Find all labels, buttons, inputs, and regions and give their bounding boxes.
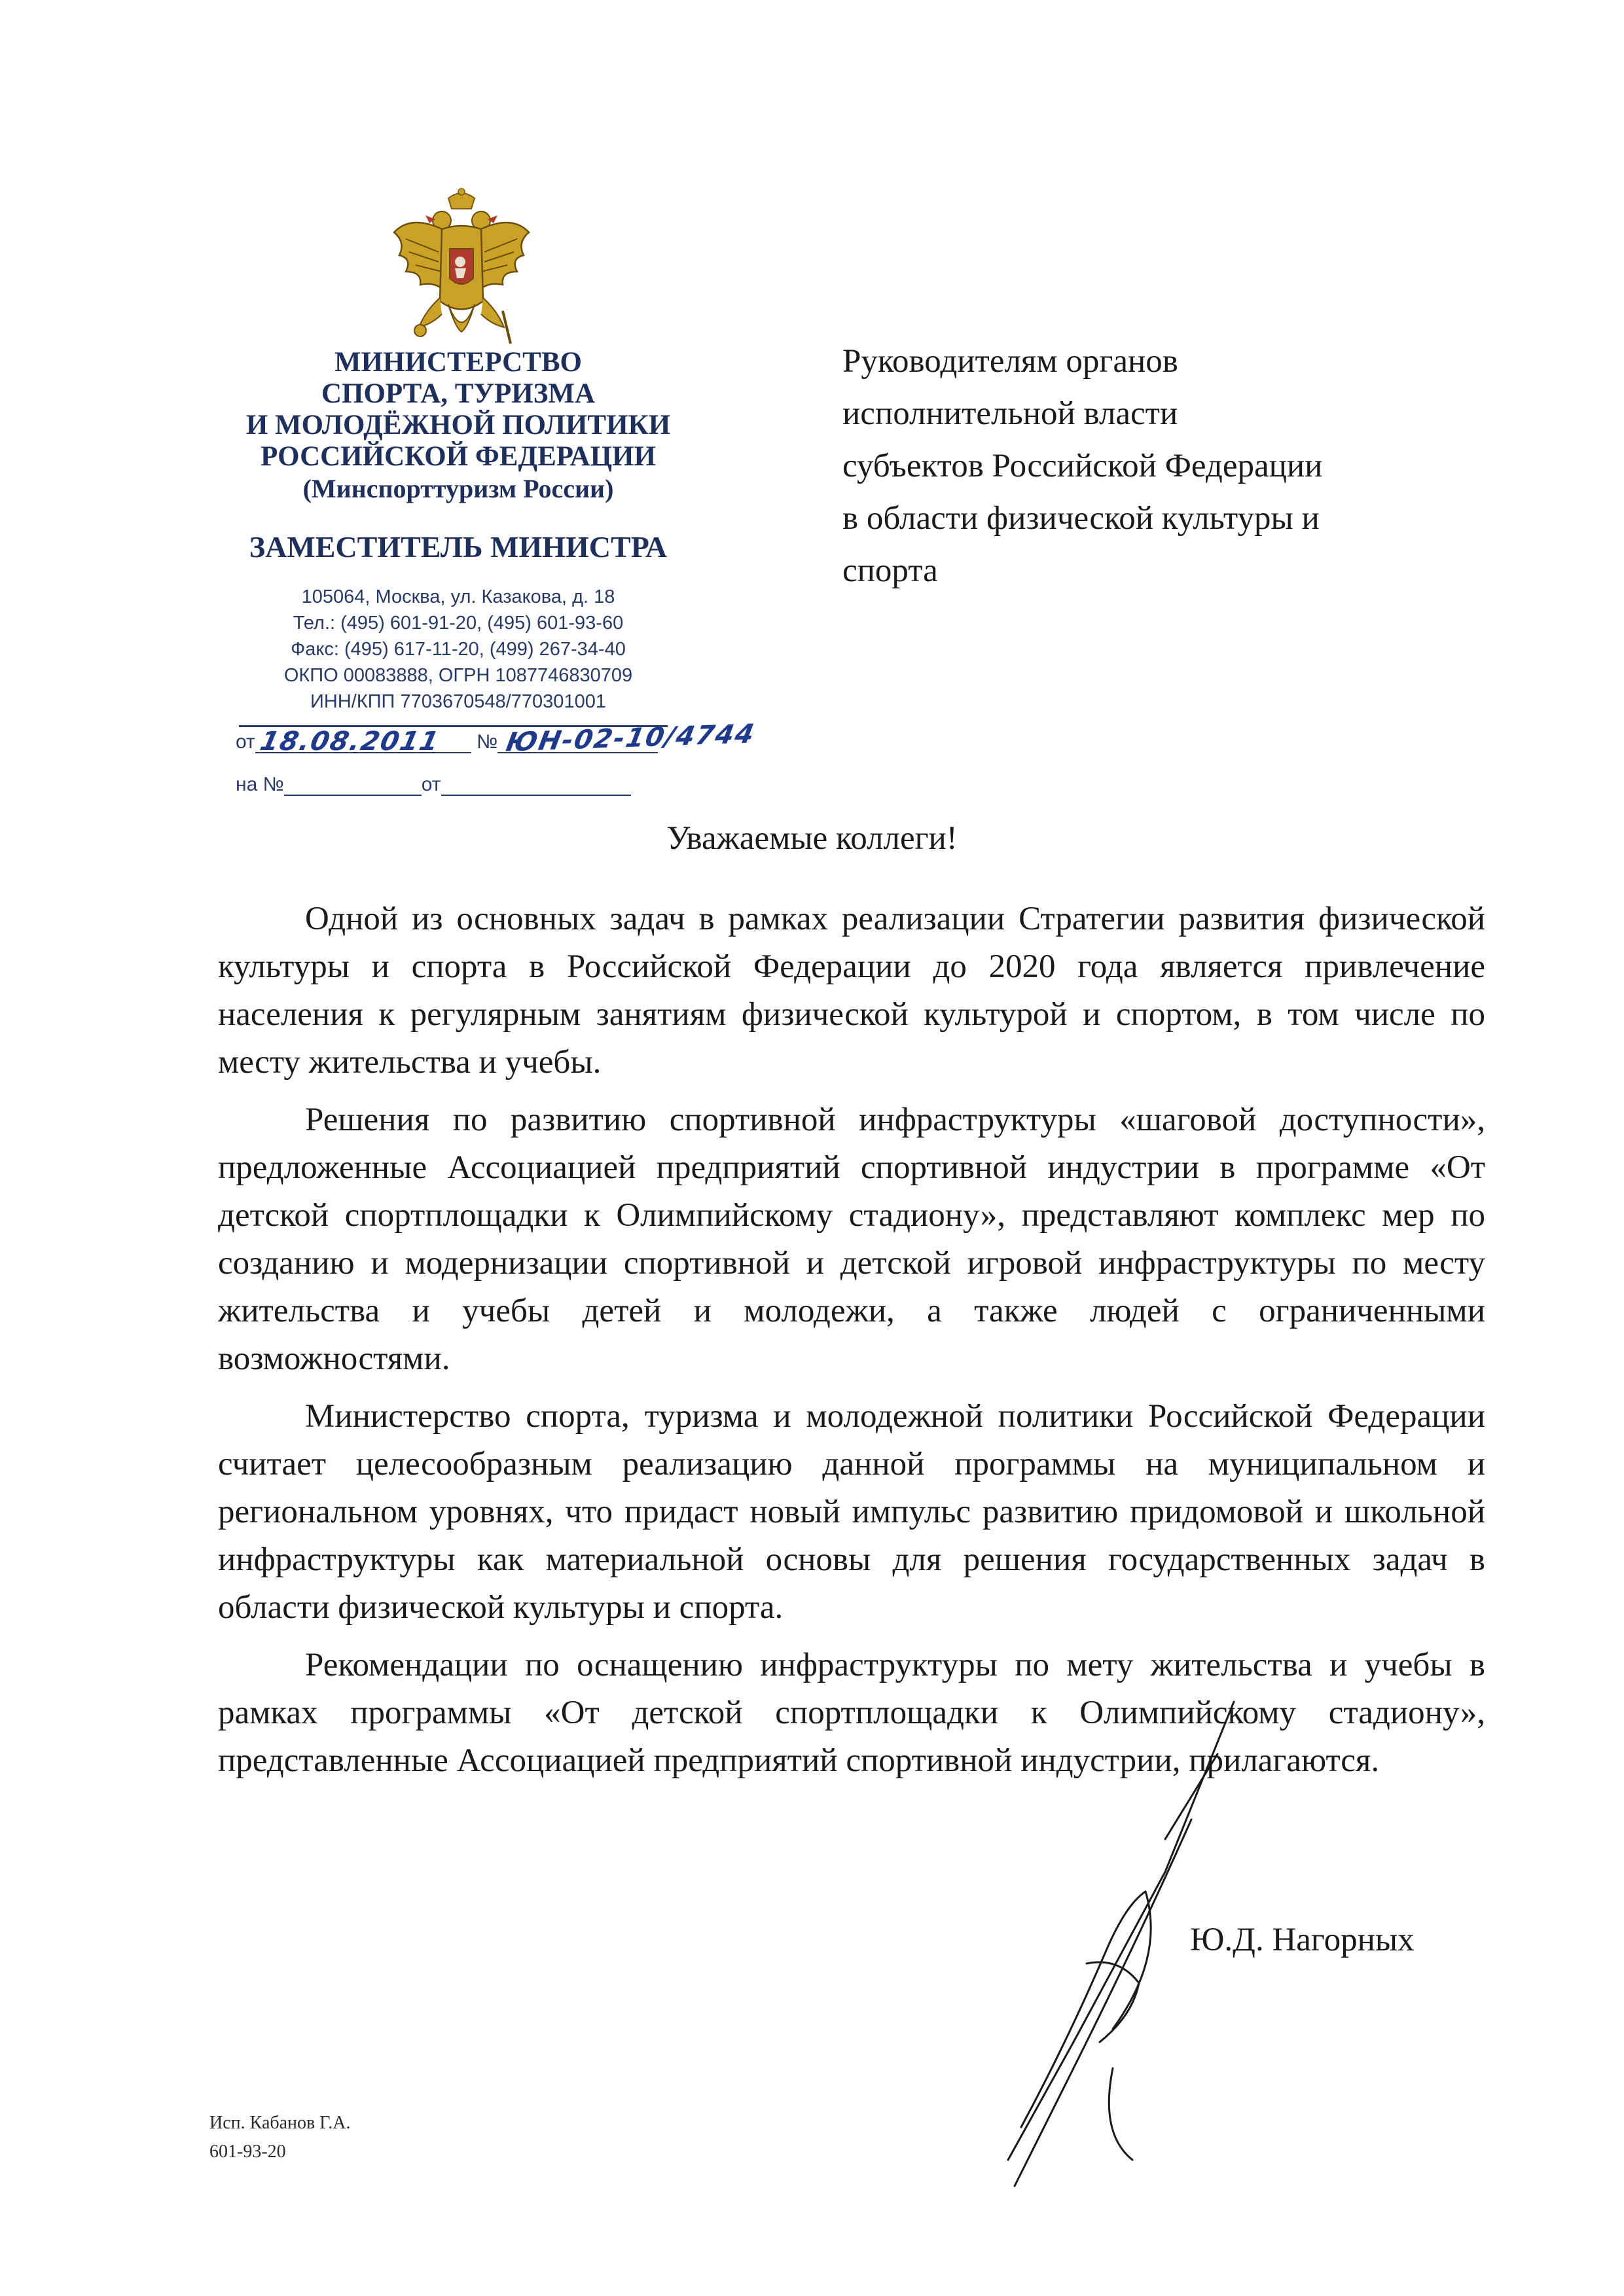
salutation: Уважаемые коллеги! [666, 820, 958, 857]
handwritten-number: ЮН-02-10/4744 [503, 719, 758, 758]
body-paragraph: Одной из основных задач в рамках реализации Стратегии развития физической культуры и спорта в Российской Федерации до 2020 года является привлечение населения к регулярным занятиям физической культурой и спортом, в том числе по месту жительства и учебы. [218, 901, 1485, 1081]
coat-of-arms-emblem [386, 187, 537, 350]
reply-date-blank [441, 772, 631, 796]
addressee-line: Руководителям органов [842, 343, 1178, 380]
ministry-line: РОССИЙСКОЙ ФЕДЕРАЦИИ [261, 441, 656, 472]
body-paragraph: Решения по развитию спортивной инфраструктуры «шаговой доступности», предложенные Ассоциацией предприятий спортивной индустрии в программе «От детской спортплощадки к Олимпийскому стадиону», представляют комплекс мер по созданию и модернизации спортивной и детской игровой инфраструктуры по месту жительства и учебы детей и молодежи, а также людей с ограниченными возможностями. [218, 1102, 1485, 1377]
okpo-line: ОКПО 00083888, ОГРН 1087746830709 [283, 665, 633, 686]
addressee-line: спорта [842, 552, 938, 589]
reply-number-blank [284, 772, 422, 796]
executor-phone: 601-93-20 [209, 2142, 286, 2162]
addressee-line: в области физической культуры и [842, 500, 1320, 537]
inn-line: ИНН/КПП 7703670548/770301001 [310, 691, 606, 712]
addressee-line: субъектов Российской Федерации [842, 448, 1323, 484]
body-paragraph: Рекомендации по оснащению инфраструктуры по мету жительства и учебы в рамках программы «От детской спортплощадки к Олимпийскому стадиону», представленные Ассоциацией предприятий спортивной индустрии, прилагаются. [218, 1647, 1485, 1779]
address-line: 105064, Москва, ул. Казакова, д. 18 [301, 586, 615, 607]
deputy-minister-title: ЗАМЕСТИТЕЛЬ МИНИСТРА [249, 530, 668, 564]
fax-line: Факс: (495) 617-11-20, (499) 267-34-40 [291, 639, 626, 660]
body-paragraph: Министерство спорта, туризма и молодежной политики Российской Федерации считает целесообразным реализацию данной программы на муниципальном и региональном уровнях, что придаст новый импульс развитию придомовой и школьной инфраструктуры как материальной основы для решения государственных задач в области физической культуры и спорта. [218, 1398, 1485, 1626]
ministry-address [216, 584, 700, 715]
reply-label: на № [236, 774, 284, 795]
ministry-line: СПОРТА, ТУРИЗМА [321, 378, 596, 409]
signer-name: Ю.Д. Нагорных [1190, 1922, 1415, 1958]
executor-info [209, 2109, 351, 2166]
number-label: № [477, 731, 498, 753]
addressee-block [842, 335, 1497, 597]
handwritten-date: 18.08.2011 [257, 726, 442, 757]
ministry-line: МИНИСТЕРСТВО [334, 347, 582, 378]
reply-row [236, 772, 631, 796]
reply-from-label: от [421, 774, 441, 795]
executor-name: Исп. Кабанов Г.А. [209, 2113, 351, 2133]
letter-body [218, 895, 1485, 1795]
ministry-line: И МОЛОДЁЖНОЙ ПОЛИТИКИ [245, 410, 671, 440]
ministry-abbreviation: (Минспорттуризм России) [302, 474, 614, 503]
phone-line: Тел.: (495) 601-91-20, (495) 601-93-60 [293, 613, 624, 634]
addressee-line: исполнительной власти [842, 395, 1178, 432]
ministry-name [216, 347, 700, 505]
from-label: от [236, 731, 255, 753]
